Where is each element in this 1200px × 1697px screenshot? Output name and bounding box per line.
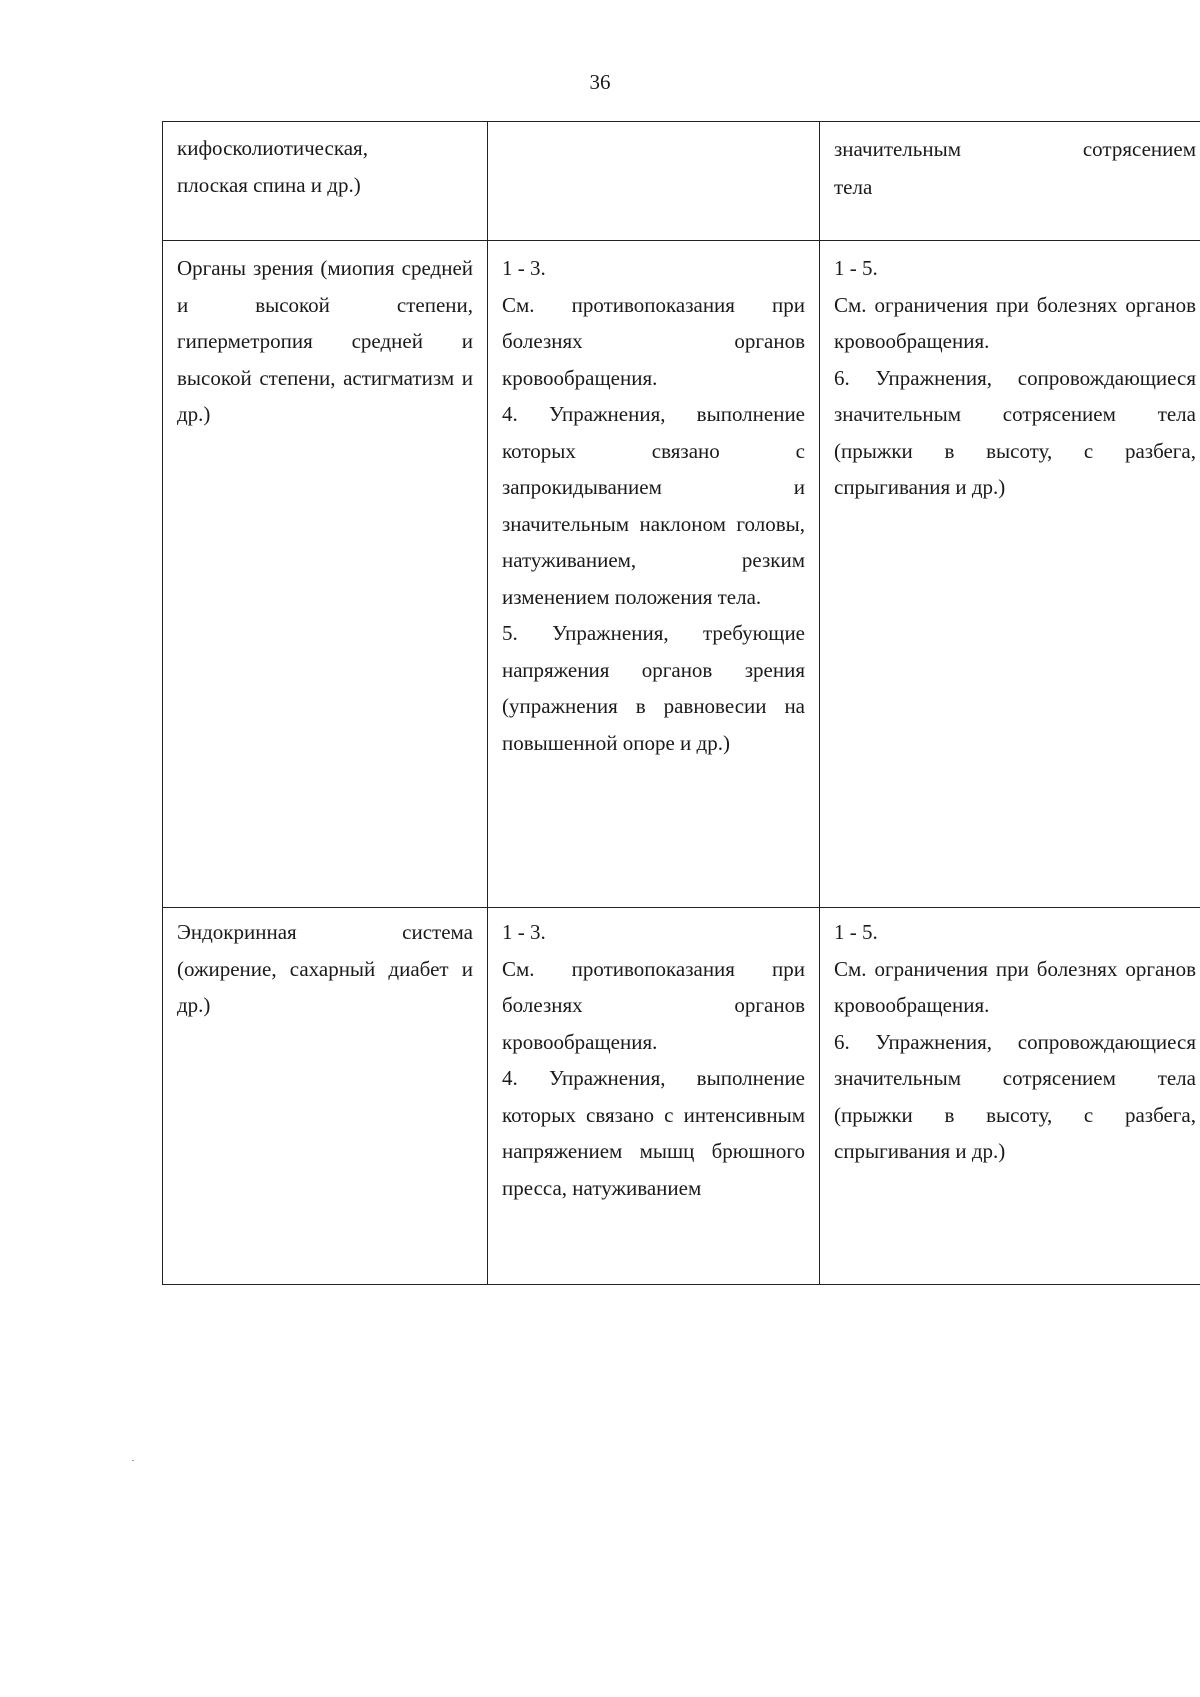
- contraindications-table: [162, 121, 1200, 1285]
- cell-paragraph: плоская спина и др.): [177, 172, 361, 197]
- cell-paragraph: 1 - 3.: [502, 256, 546, 280]
- table-cell-contraindications: [488, 908, 820, 1285]
- cell-paragraph: 6. Упражнения, сопровождающиеся значительным сотрясением тела (прыжки в высоту, с разбега, спрыгивания и др.): [834, 365, 1196, 499]
- scan-speck: [132, 1460, 134, 1461]
- table-cell-condition: [163, 908, 488, 1285]
- table-cell-condition: [163, 241, 488, 908]
- cell-paragraph: Органы зрения (миопия средней и высокой степени, гиперметропия средней и высокой степени, астигматизм и др.): [177, 256, 473, 426]
- cell-paragraph: 1 - 5.: [834, 256, 878, 280]
- cell-paragraph: значительным сотрясением: [834, 137, 1196, 161]
- cell-paragraph: См. ограничения при болезнях органов кровообращения.: [834, 292, 1196, 353]
- cell-paragraph: 1 - 3.: [502, 920, 546, 944]
- cell-paragraph: кифосколиотическая,: [177, 136, 368, 160]
- cell-paragraph: 1 - 5.: [834, 920, 878, 944]
- cell-paragraph: См. противопоказания при болезнях органов кровообращения.: [502, 292, 805, 390]
- table-cell-restrictions: [820, 908, 1200, 1285]
- cell-paragraph: Эндокринная система (ожирение, сахарный диабет и др.): [177, 920, 473, 1017]
- table-row: [163, 908, 1200, 1285]
- cell-paragraph: 6. Упражнения, сопровождающиеся значительным сотрясением тела (прыжки в высоту, с разбега, спрыгивания и др.): [834, 1029, 1196, 1163]
- page-number: 36: [589, 70, 611, 94]
- cell-paragraph: См. ограничения при болезнях органов кровообращения.: [834, 956, 1196, 1017]
- cell-paragraph: См. противопоказания при болезнях органов кровообращения.: [502, 956, 805, 1054]
- cell-paragraph: 4. Упражнения, выполнение которых связано с интенсивным напряжением мышц брюшного пресса, натуживанием: [502, 1066, 805, 1200]
- cell-paragraph: 5. Упражнения, требующие напряжения органов зрения (упражнения в равновесии на повышенной опоре и др.): [502, 621, 805, 755]
- table-row: [163, 241, 1200, 908]
- table-cell-contraindications: [488, 241, 820, 908]
- table-cell-restrictions: [820, 122, 1200, 241]
- table-cell-restrictions: [820, 241, 1200, 908]
- cell-paragraph: 4. Упражнения, выполнение которых связано с запрокидыванием и значительным наклоном головы, натуживанием, резким изменением положения тела.: [502, 402, 805, 609]
- table-cell-condition: [163, 122, 488, 241]
- cell-paragraph: тела: [834, 175, 873, 199]
- table-row: [163, 122, 1200, 241]
- table-cell-contraindications: [488, 122, 820, 241]
